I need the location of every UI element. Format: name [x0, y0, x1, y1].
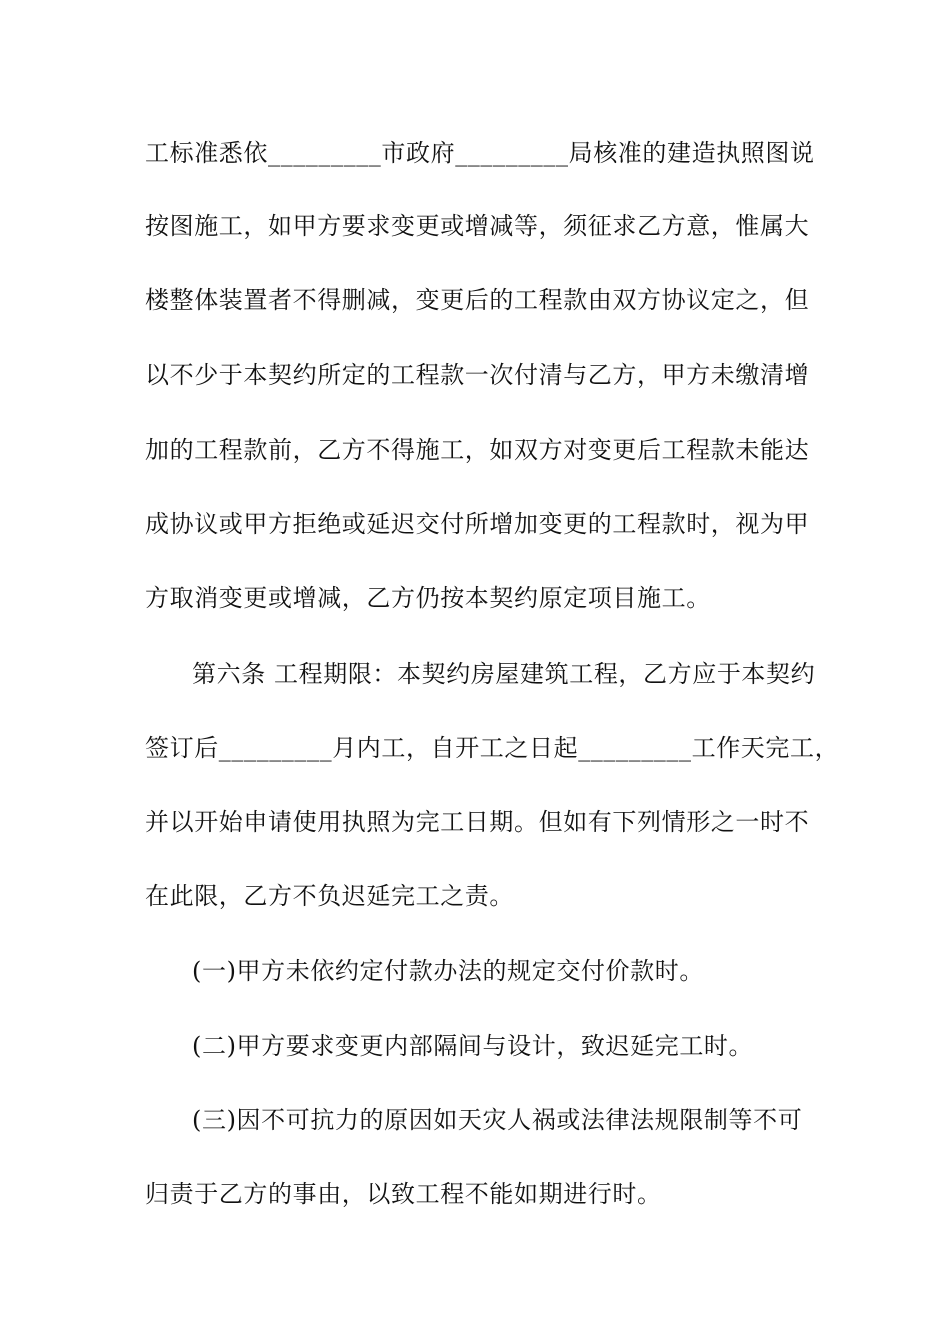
paragraph-line: 工标准悉依_________市政府_________局核准的建造执照图说: [145, 139, 815, 167]
paragraph-line: 方取消变更或增减，乙方仍按本契约原定项目施工。: [145, 584, 711, 612]
paragraph-line: 并以开始申请使用执照为完工日期。但如有下列情形之一时不: [145, 808, 810, 836]
paragraph-line: 在此限，乙方不负迟延完工之责。: [145, 882, 514, 910]
paragraph-line: 以不少于本契约所定的工程款一次付清与乙方，甲方未缴清增: [145, 361, 810, 389]
list-item-3-continuation: 归责于乙方的事由，以致工程不能如期进行时。: [145, 1180, 662, 1208]
paragraph-line: 签订后_________月内工，自开工之日起_________工作天完工，: [145, 734, 840, 762]
list-item-3: (三)因不可抗力的原因如天灾人祸或法律法规限制等不可: [192, 1106, 803, 1134]
paragraph-line: 成协议或甲方拒绝或延迟交付所增加变更的工程款时，视为甲: [145, 510, 810, 538]
paragraph-line: 加的工程款前，乙方不得施工，如双方对变更后工程款未能达: [145, 436, 810, 464]
paragraph-line: 按图施工，如甲方要求变更或增减等，须征求乙方意，惟属大: [145, 212, 810, 240]
paragraph-line: 楼整体装置者不得删减，变更后的工程款由双方协议定之，但: [145, 286, 810, 314]
article-six-heading-line: 第六条 工程期限：本契约房屋建筑工程，乙方应于本契约: [192, 660, 816, 688]
list-item-1: (一)甲方未依约定付款办法的规定交付价款时。: [192, 957, 704, 985]
list-item-2: (二)甲方要求变更内部隔间与设计，致迟延完工时。: [192, 1032, 754, 1060]
